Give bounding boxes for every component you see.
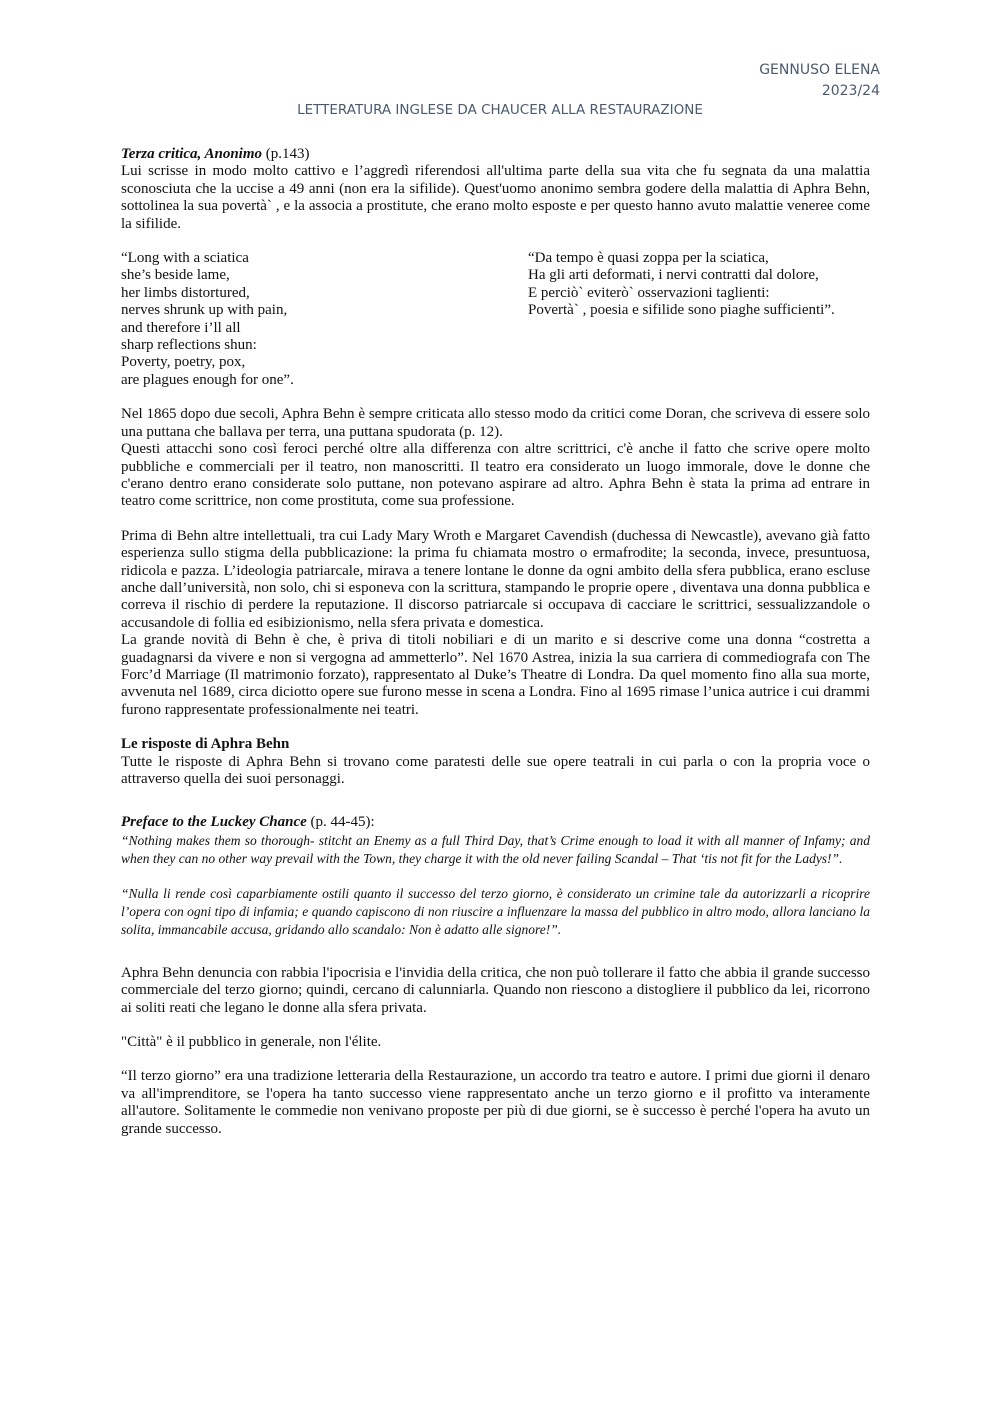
- poem-line: and therefore i’ll all: [121, 319, 241, 336]
- paragraph-novelty: La grande novità di Behn è che, è priva di titoli nobiliari e di un marito e si descrive come una donna “costretta a guadagnarsi da vivere e non si vergogna ad ammetterlo”. Nel 1670 Astrea, inizia la sua carriera di commediografa con The Forc’d Marriage (Il matrimonio forzato), rappresentato al Duke’s Theatre di Londra. Da quel momento fino alla sua morte, avvenuta nel 1689, circa diciotto opere sue furono messe in scena a Londra. Fino al 1695 rimase l’unica autrice i cui drammi furono rappresentate professionalmente nei teatri.: [121, 632, 870, 718]
- academic-year: 2023/24: [821, 83, 880, 99]
- document-body: [121, 146, 870, 1138]
- paragraph-city: "Città" è il pubblico in generale, non l'élite.: [121, 1034, 382, 1051]
- poem-line: “Da tempo è quasi zoppa per la sciatica,: [528, 250, 769, 267]
- poem-line: sharp reflections shun:: [121, 337, 257, 354]
- preface-quote-english: “Nothing makes them so thorough- stitcht an Enemy as a full Third Day, that’s Crime enough to load it with all manner of Infamy; and when they can no other way prevail with the Town, they charge it with the old never failing Scandal – That ‘tis not fit for the Ladys!”.: [121, 832, 870, 866]
- paragraph-theatre: Questi attacchi sono così feroci perché oltre alla differenza con altre scrittrici, c'è anche il fatto che scrive opere molto pubbliche e commerciali per il teatro, non manoscritti. Il teatro era considerato un luogo immorale, dove le donne che c'erano dentro erano considerate solo puttane, non potevano aspirare ad altro. Aphra Behn è stata la prima ad entrare in teatro come scrittrice, non come prostituta, come sua professione.: [121, 441, 870, 510]
- poem-line: are plagues enough for one”.: [121, 371, 294, 388]
- page-header: [759, 60, 880, 102]
- author-name: GENNUSO ELENA: [759, 62, 880, 78]
- course-title: LETTERATURA INGLESE DA CHAUCER ALLA RESTAURAZIONE: [297, 102, 703, 118]
- third-critique-heading: [121, 146, 870, 163]
- poem-block: [121, 250, 870, 389]
- preface-page-ref: (p. 44-45):: [310, 814, 375, 831]
- responses-heading: Le risposte di Aphra Behn: [121, 736, 290, 753]
- preface-heading: [121, 814, 870, 831]
- paragraph-intellectuals: Prima di Behn altre intellettuali, tra cui Lady Mary Wroth e Margaret Cavendish (duchessa di Newcastle), avevano già fatto esperienza sullo stigma della pubblicazione: la prima fu chiamata mostro o ermafrodite; la seconda, invece, presuntuosa, ridicola e pazza. L’ideologia patriarcale, mirava a tenere lontane le donne da ogni ambito della sfera pubblica, erano escluse anche dall’università, non solo, chi si esponeva con la scrittura, stampando le proprie opere , diventava una donna pubblica e correva il rischio di perdere la reputazione. Il discorso patriarcale si occupava di cacciare le scrittrici, sessualizzandole o accusandole di follia ed esibizionismo, nella sfera privata e domestica.: [121, 527, 870, 631]
- poem-line: “Long with a sciatica: [121, 250, 249, 267]
- poem-line: Povertà` , poesia e sifilide sono piaghe sufficienti”.: [528, 302, 835, 319]
- poem-line: Poverty, poetry, pox,: [121, 354, 246, 371]
- paragraph-denounce: Aphra Behn denuncia con rabbia l'ipocrisia e l'invidia della critica, che non può tollerare il fatto che abbia il grande successo commerciale del terzo giorno; quindi, cercano di calunniarla. Quando non riescono a distogliere il pubblico da lei, ricorrono ai soliti reati che legano le donne alla sfera privata.: [121, 964, 870, 1016]
- responses-text: Tutte le risposte di Aphra Behn si trovano come paratesti delle sue opere teatrali in cui parla o con la propria voce o attraverso quella dei suoi personaggi.: [121, 753, 870, 787]
- poem-line: she’s beside lame,: [121, 267, 230, 284]
- poem-line: Ha gli arti deformati, i nervi contratti dal dolore,: [528, 267, 819, 284]
- poem-line: E perciò` eviterò` osservazioni taglienti:: [528, 284, 770, 301]
- third-critique-page-ref: (p.143): [265, 146, 310, 162]
- paragraph-third-day: “Il terzo giorno” era una tradizione letteraria della Restaurazione, un accordo tra teatro e autore. I primi due giorni il denaro va all'imprenditore, se l'opera ha tanto successo viene rappresentato anche un terzo giorno e il profitto va interamente all'autore. Solitamente le commedie non venivano proposte per più di due giorni, se è successo è perché l'opera ha avuto un grande successo.: [121, 1068, 870, 1137]
- poem-line: her limbs distortured,: [121, 284, 250, 301]
- poem-english: [121, 250, 481, 389]
- preface-quote-italian: “Nulla li rende così caparbiamente ostili quanto il successo del terzo giorno, è considerato un crimine tale da autorizzarli a ricoprire l’opera con ogni tipo di infamia; e quando capiscono di non riuscire a influenzare la massa del pubblico in altro modo, allora lanciano la solita, immancabile accusa, gridando allo scandalo: Non è adatto alle signore!”.: [121, 885, 870, 937]
- poem-line: nerves shrunk up with pain,: [121, 302, 288, 319]
- paragraph-doran: Nel 1865 dopo due secoli, Aphra Behn è sempre criticata allo stesso modo da critici come Doran, che scriveva di essere solo una puttana che ballava per terra, una puttana spudorata (p. 12).: [121, 406, 870, 440]
- third-critique-title: Terza critica, Anonimo: [121, 146, 262, 162]
- preface-title: Preface to the Luckey Chance: [121, 814, 307, 831]
- third-critique-text: Lui scrisse in modo molto cattivo e l’aggredì riferendosi all'ultima parte della sua vita che fu segnata da una malattia sconosciuta che la uccise a 49 anni (non era la sifilide). Quest'uomo anonimo sembra godere della malattia di Aphra Behn, sottolinea la sua povertà` , e la associa a prostitute, che erano molto esposte e per questo hanno avuto malattie veneree come la sifilide.: [121, 163, 870, 232]
- poem-italian: [528, 250, 870, 389]
